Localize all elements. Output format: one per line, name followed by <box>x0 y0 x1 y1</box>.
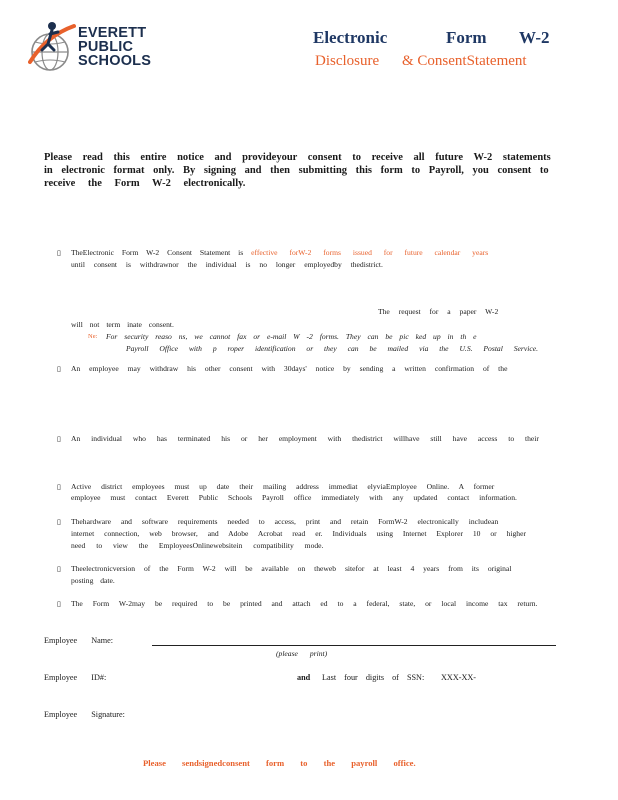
bullet-1-text: TheElectronic Form W-2 Consent Statement is <box>71 248 244 257</box>
bullet-7: The Form W-2may be required to be printed and attach ed to a federal, state, or local income tax return. <box>71 599 538 608</box>
bullet-marker-4: ▯ <box>57 483 61 491</box>
bullet-marker-3: ▯ <box>57 435 61 443</box>
paper-request-line-2: will not term inate consent. <box>71 320 174 329</box>
bullet-1-line-2: until consent is withdrawnor the individual is no longer employedby thedistrict. <box>71 260 383 269</box>
and-text: and <box>297 673 311 682</box>
bullet-marker-2: ▯ <box>57 365 61 373</box>
bullet-6-line-1: Theelectronicversion of the Form W-2 will be available on theweb sitefor at least 4 years from its original <box>71 564 512 573</box>
note-line-1: For security reaso ns, we cannot fax or e-mail W -2 forms. They can be pic ked up in th e <box>106 332 477 341</box>
bullet-marker-7: ▯ <box>57 600 61 608</box>
ssn-label: Last four digits of SSN: <box>322 673 425 682</box>
intro-line-3: receive the Form W-2 electronically. <box>44 178 246 189</box>
bullet-1 <box>71 248 571 258</box>
print-hint: (please print) <box>276 649 328 658</box>
ssn-prefix: XXX-XX- <box>441 673 477 682</box>
bullet-1-highlight: effective forW-2 forms issued for future calendar years <box>251 248 489 257</box>
logo-line-3: SCHOOLS <box>78 53 152 69</box>
intro-line-2: in electronic format only. By signing and then submitting this form to Payroll, you consent to <box>44 165 549 176</box>
title-word-3: W-2 <box>519 28 550 47</box>
intro-line-1: Please read this entire notice and provideyour consent to receive all future W-2 statements <box>44 152 551 163</box>
logo-line-1: EVERETT <box>78 25 147 41</box>
bullet-5-line-1: Thehardware and software requirements needed to access, print and retain FormW-2 electronically includean <box>71 517 499 526</box>
bullet-4-line-1: Active district employees must up date their mailing address immediat elyviaEmployee Online. A former <box>71 482 495 491</box>
bullet-5-line-2: internet connection, web browser, and Adobe Acrobat read er. Individuals using Internet Explorer 10 or higher <box>71 529 526 538</box>
intro-paragraph <box>44 151 584 190</box>
bullet-4-line-2: employee must contact Everett Public Schools Payroll office immediately with any updated contact information. <box>71 493 517 502</box>
employee-signature-label: Employee Signature: <box>44 710 125 719</box>
employee-name-input-line[interactable] <box>152 645 556 646</box>
bullet-marker-1: ▯ <box>57 249 61 257</box>
footer-instruction: Please sendsignedconsent form to the payroll office. <box>143 758 416 768</box>
title-word-1: Electronic <box>313 28 388 47</box>
bullet-2: An employee may withdraw his other consent with 30days' notice by sending a written confirmation of the <box>71 364 508 373</box>
bullet-3: An individual who has terminated his or her employment with thedistrict willhave still have access to their <box>71 434 539 443</box>
employee-name-label: Employee Name: <box>44 636 114 645</box>
bullet-marker-6: ▯ <box>57 565 61 573</box>
note-label: Ne: <box>88 333 98 340</box>
logo-globe-icon <box>28 20 76 76</box>
paper-request-line-1: The request for a paper W-2 <box>378 307 499 316</box>
bullet-marker-5: ▯ <box>57 518 61 526</box>
title-word-2: Form <box>446 28 487 47</box>
district-logo <box>28 14 168 80</box>
note-line-2: Payroll Office with p roper identification or they can be mailed via the U.S. Postal Service. <box>126 344 538 353</box>
logo-line-2: PUBLIC <box>78 39 134 55</box>
employee-id-label: Employee ID#: <box>44 673 107 682</box>
bullet-6-line-2: posting date. <box>71 576 115 585</box>
subtitle-part-2: & ConsentStatement <box>402 53 527 69</box>
subtitle-part-1: Disclosure <box>315 53 380 69</box>
bullet-5-line-3: need to view the EmployeesOnlinewebsitein compatibility mode. <box>71 541 324 550</box>
